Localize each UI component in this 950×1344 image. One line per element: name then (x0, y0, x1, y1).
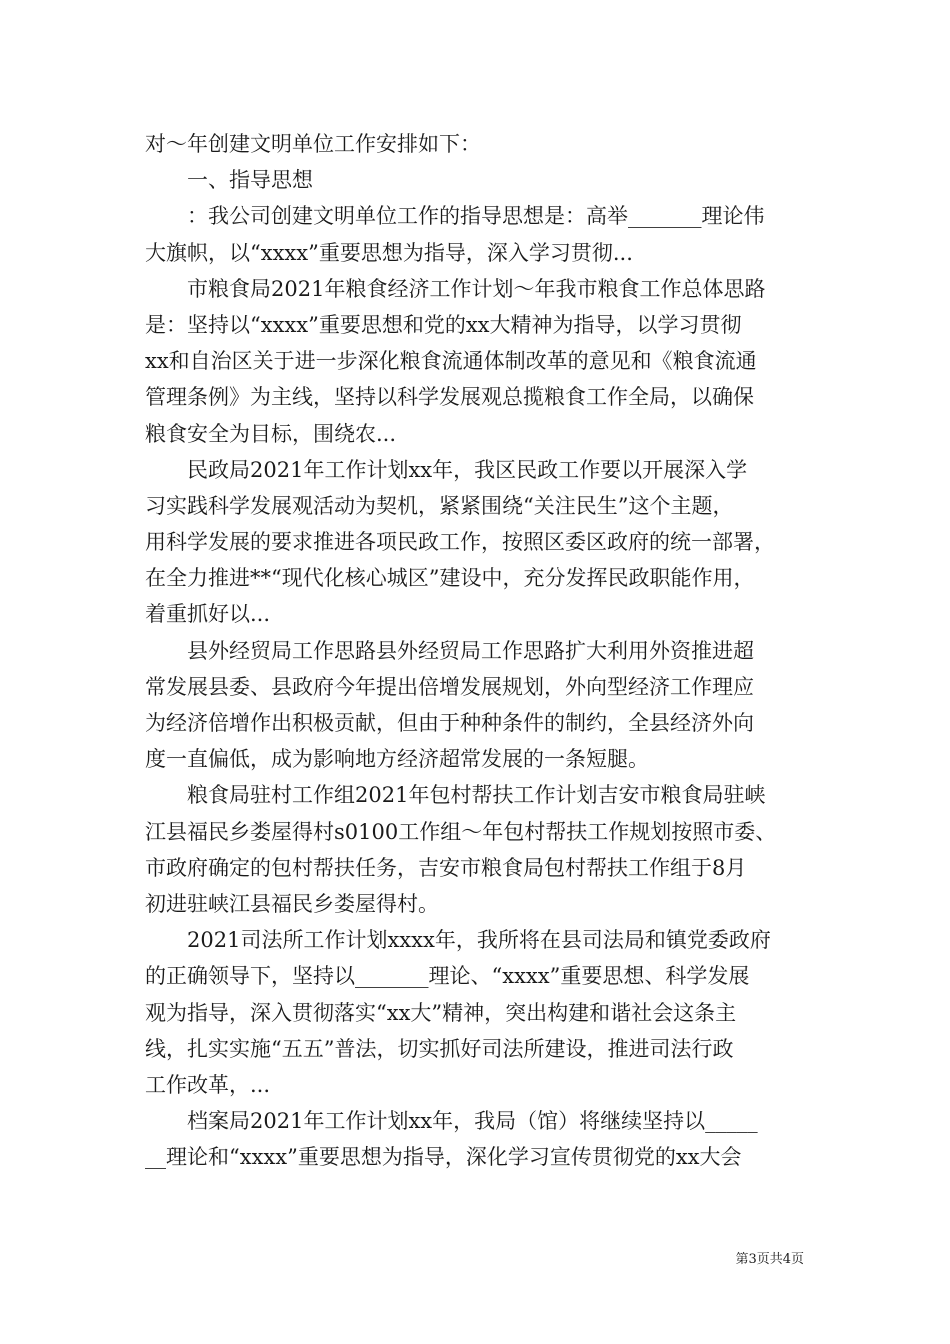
text-line: 县外经贸局工作思路县外经贸局工作思路扩大利用外资推进超 (187, 638, 754, 663)
text-line: 粮食局驻村工作组2021年包村帮扶工作计划吉安市粮食局驻峡 (187, 783, 766, 808)
text-line: 档案局2021年工作计划xx年，我局（馆）将继续坚持以_____ (187, 1109, 758, 1134)
text-line: __理论和“xxxx”重要思想为指导，深化学习宣传贯彻党的xx大会 (145, 1145, 742, 1170)
text-line: 度一直偏低，成为影响地方经济超常发展的一条短腿。 (145, 747, 649, 772)
text-line: 2021司法所工作计划xxxx年，我所将在县司法局和镇党委政府 (187, 928, 771, 953)
text-line: 粮食安全为目标，围绕农... (145, 421, 397, 446)
text-line: 民政局2021年工作计划xx年，我区民政工作要以开展深入学 (187, 457, 748, 482)
text-line: 管理条例》为主线，坚持以科学发展观总揽粮食工作全局，以确保 (145, 385, 754, 410)
text-line: 的正确领导下，坚持以_______理论、“xxxx”重要思想、科学发展 (145, 964, 750, 989)
text-line: 是：坚持以“xxxx”重要思想和党的xx大精神为指导，以学习贯彻 (145, 312, 742, 337)
document-body (145, 126, 810, 1175)
text-line: 在全力推进**“现代化核心城区”建设中，充分发挥民政职能作用， (145, 566, 755, 591)
text-line: xx和自治区关于进一步深化粮食流通体制改革的意见和《粮食流通 (145, 349, 757, 374)
text-line: 市政府确定的包村帮扶任务，吉安市粮食局包村帮扶工作组于8月 (145, 855, 747, 880)
text-line: 初进驻峡江县福民乡娄屋得村。 (145, 891, 439, 916)
text-line: 为经济倍增作出积极贡献，但由于种种条件的制约，全县经济外向 (145, 711, 754, 735)
text-line: 习实践科学发展观活动为契机，紧紧围绕“关注民生”这个主题， (145, 493, 734, 518)
text-line: 常发展县委、县政府今年提出倍增发展规划，外向型经济工作理应 (145, 674, 754, 699)
text-line: 江县福民乡娄屋得村s0100工作组～年包村帮扶工作规划按照市委、 (145, 819, 777, 844)
text-line: 线，扎实实施“五五”普法，切实抓好司法所建设，推进司法行政 (145, 1036, 734, 1061)
text-line: 一、指导思想 (187, 168, 313, 193)
text-line: 大旗帜，以“xxxx”重要思想为指导，深入学习贯彻... (145, 240, 633, 265)
text-line: ：我公司创建文明单位工作的指导思想是：高举_______理论伟 (187, 204, 765, 229)
page-number: 第3页共4页 (735, 1252, 804, 1267)
text-line: 市粮食局2021年粮食经济工作计划～年我市粮食工作总体思路 (187, 276, 766, 301)
text-line: 观为指导，深入贯彻落实“xx大”精神，突出构建和谐社会这条主 (145, 1000, 737, 1025)
text-line: 工作改革，... (145, 1072, 271, 1097)
text-line: 着重抓好以... (145, 602, 271, 627)
text-line: 用科学发展的要求推进各项民政工作，按照区委区政府的统一部署， (145, 530, 775, 555)
text-line: 对～年创建文明单位工作安排如下： (145, 132, 481, 156)
